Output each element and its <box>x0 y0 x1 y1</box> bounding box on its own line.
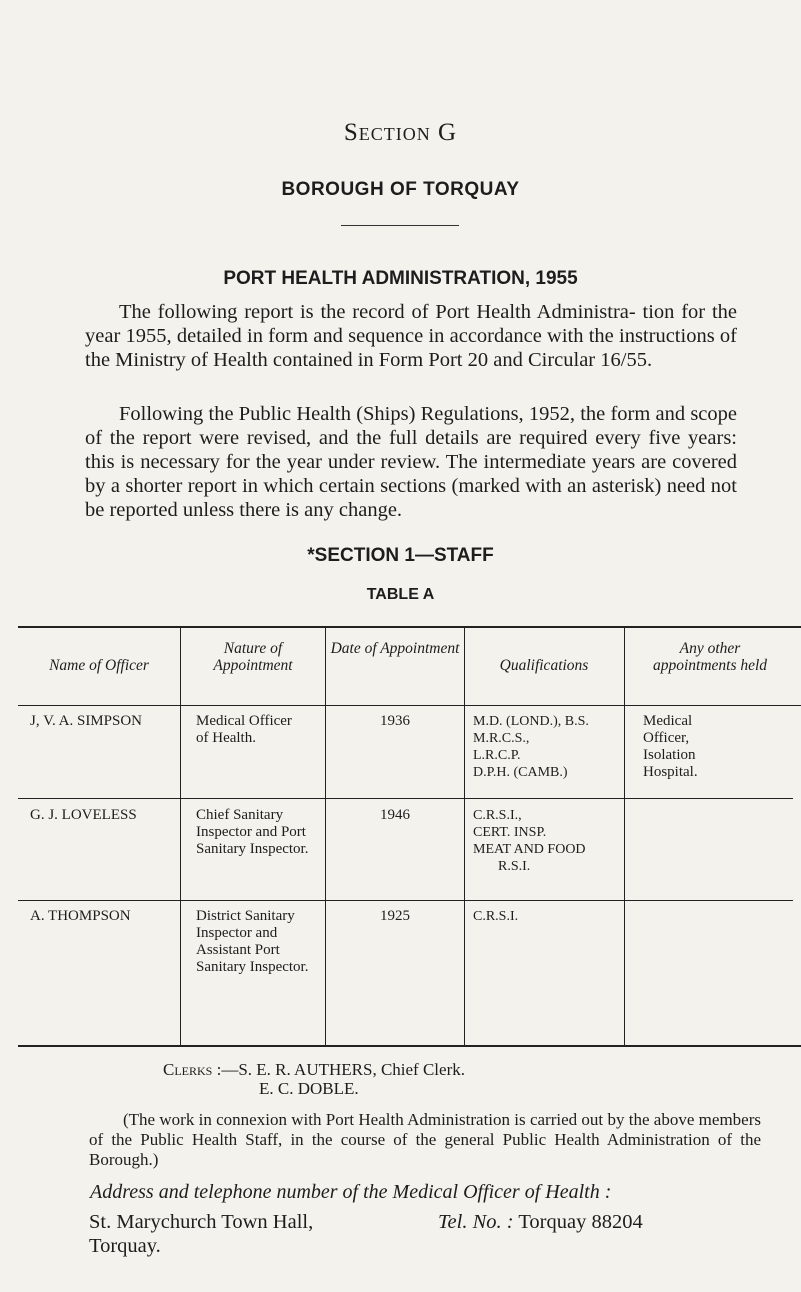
intro-paragraph-1: The following report is the record of Port Health Administra- tion for the year 1955, detailed in form and sequence in accordance with the instructions of the Ministry of Health contained in Form Port 20 and Circular 16/55. <box>85 301 737 371</box>
qualification-line: C.R.S.I., <box>473 808 522 823</box>
table-top-rule <box>18 626 801 628</box>
table-column-rule <box>464 626 465 1046</box>
qualification-line: CERT. INSP. <box>473 825 547 840</box>
officer-name: G. J. LOVELESS <box>30 807 137 823</box>
appointment-date: 1936 <box>380 713 410 729</box>
staff-note: (The work in connexion with Port Health Administration is carried out by the above members of the Public Health Staff, in the course of the general Public Health Administration of the Borough.) <box>89 1110 761 1169</box>
address-heading: Address and telephone number of the Medical Officer of Health : <box>90 1181 612 1203</box>
clerks-label: Clerks <box>163 1060 213 1079</box>
title-divider <box>341 225 459 226</box>
table-bottom-rule <box>18 1045 801 1047</box>
table-column-rule <box>325 626 326 1046</box>
table-title: TABLE A <box>366 586 435 603</box>
header-nature-of-appointment: Nature of Appointment <box>213 640 293 674</box>
page-title: PORT HEALTH ADMINISTRATION, 1955 <box>223 268 578 289</box>
appointment-date: 1925 <box>380 908 410 924</box>
header-name-of-officer: Name of Officer <box>49 657 149 674</box>
table-row-rule <box>18 900 793 901</box>
borough-title: BOROUGH OF TORQUAY <box>281 179 520 200</box>
telephone <box>438 1210 643 1234</box>
table-row-rule <box>18 798 793 799</box>
appointment-date: 1946 <box>380 807 410 823</box>
telephone-label: Tel. No. : <box>438 1211 514 1233</box>
officer-name: A. THOMPSON <box>30 908 131 924</box>
qualification-line: M.R.C.S., <box>473 731 530 746</box>
appointment-nature: Medical Officer of Health. <box>196 713 292 746</box>
appointment-nature: District Sanitary Inspector and Assistant Port Sanitary Inspector. <box>196 908 309 975</box>
section-label: Section G <box>343 119 458 146</box>
clerks-line-1 <box>163 1060 465 1079</box>
qualification-line: C.R.S.I. <box>473 909 519 924</box>
header-other-appointments: Any other appointments held <box>652 640 768 674</box>
qualification-line: M.D. (LOND.), B.S. <box>473 714 589 729</box>
qualifications <box>473 807 623 875</box>
header-date-of-appointment: Date of Appointment <box>330 640 460 657</box>
table-column-rule <box>624 626 625 1046</box>
clerks-block <box>163 1060 465 1098</box>
address-line-1: St. Marychurch Town Hall, <box>89 1211 314 1233</box>
table-header-rule <box>18 705 801 706</box>
clerk-2: E. C. DOBLE. <box>259 1079 359 1098</box>
address-line-2: Torquay. <box>89 1235 161 1257</box>
qualification-line: MEAT AND FOOD <box>473 842 586 857</box>
other-appointments: Medical Officer, Isolation Hospital. <box>643 713 698 780</box>
section-heading: *SECTION 1—STAFF <box>307 545 494 566</box>
appointment-nature: Chief Sanitary Inspector and Port Sanitary Inspector. <box>196 807 309 857</box>
table-column-rule <box>180 626 181 1046</box>
qualification-line: L.R.C.P. <box>473 748 521 763</box>
intro-paragraph-2: Following the Public Health (Ships) Regulations, 1952, the form and scope of the report were revised, and the full details are required every five years: this is necessary for the year under review. The intermediate years are covered by a shorter report in which certain sections (marked with an asterisk) need not be reported unless there is any change. <box>85 403 737 521</box>
officer-name: J, V. A. SIMPSON <box>30 713 142 729</box>
qualification-line: D.P.H. (CAMB.) <box>473 765 568 780</box>
qualifications <box>473 908 623 925</box>
chief-clerk: :—S. E. R. AUTHERS, Chief Clerk. <box>216 1060 465 1079</box>
qualification-line: R.S.I. <box>498 859 531 874</box>
telephone-number: Torquay 88204 <box>518 1211 643 1233</box>
qualifications <box>473 713 623 781</box>
header-qualifications: Qualifications <box>499 657 589 674</box>
